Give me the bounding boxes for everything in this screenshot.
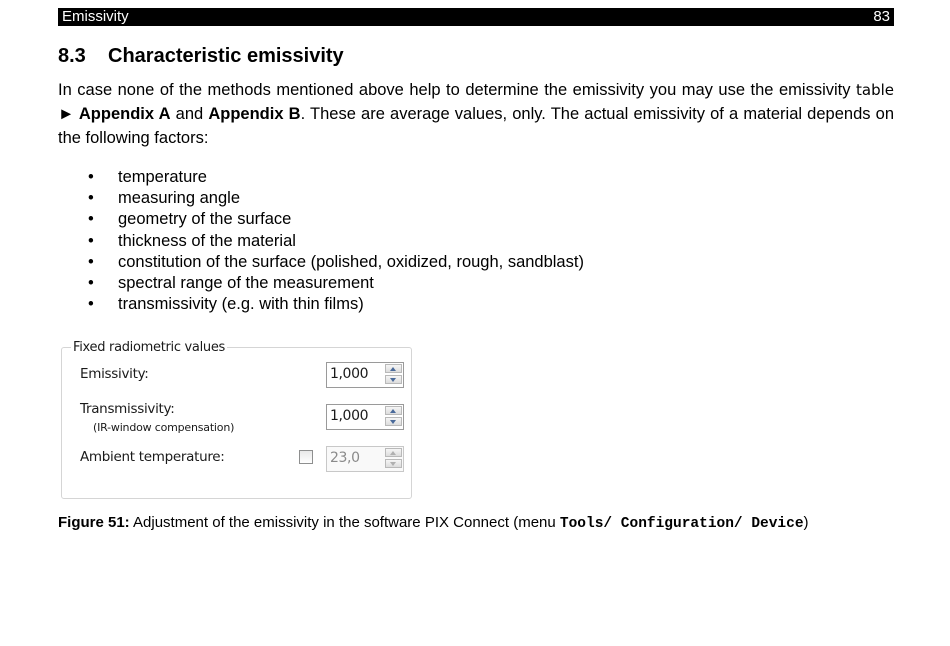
list-item-text: constitution of the surface (polished, oxidized, rough, sandblast) xyxy=(118,252,584,271)
transmissivity-label: Transmissivity: xyxy=(80,401,175,417)
emissivity-spinbox[interactable] xyxy=(326,362,404,388)
ambient-temperature-value: 23,0 xyxy=(330,450,360,466)
section-title: Characteristic emissivity xyxy=(108,45,344,67)
group-title: Fixed radiometric values xyxy=(73,340,226,355)
intro-text-1: In case none of the methods mentioned above help to determine the emissivity you may use the emissivity xyxy=(58,81,856,99)
page-header xyxy=(58,8,894,26)
list-item xyxy=(88,231,584,252)
bullet-icon: • xyxy=(88,231,94,250)
list-item-text: thickness of the material xyxy=(118,231,296,250)
transmissivity-down-arrow-icon[interactable] xyxy=(385,417,402,426)
bullet-icon: • xyxy=(88,189,94,208)
intro-paragraph xyxy=(58,78,894,150)
emissivity-down-arrow-icon[interactable] xyxy=(385,375,402,384)
bullet-icon: • xyxy=(88,295,94,314)
appendix-a-ref: Appendix A xyxy=(78,105,171,123)
caption-text: Adjustment of the emissivity in the software PIX Connect (menu xyxy=(129,514,560,531)
list-item xyxy=(88,294,584,315)
bullet-icon: • xyxy=(88,274,94,293)
transmissivity-spinbox[interactable] xyxy=(326,404,404,430)
bullet-icon: • xyxy=(88,252,94,271)
caption-close: ) xyxy=(803,514,809,531)
ambient-down-arrow-icon[interactable] xyxy=(385,459,402,468)
emissivity-label: Emissivity: xyxy=(80,366,149,382)
intro-and: and xyxy=(170,105,209,123)
list-item xyxy=(88,273,584,294)
list-item xyxy=(88,252,584,273)
fixed-radiometric-values-group xyxy=(61,340,412,499)
intro-text-2: . These are average values, only. The actual emissivity of a material depends on the following factors: xyxy=(58,105,894,147)
intro-table-word: table xyxy=(856,81,894,99)
list-item xyxy=(88,167,584,188)
list-item-text: transmissivity (e.g. with thin films) xyxy=(118,295,364,314)
ambient-temperature-checkbox[interactable] xyxy=(299,450,313,464)
page-number: 83 xyxy=(873,8,890,25)
figure-label: Figure 51: xyxy=(58,514,130,531)
ambient-temperature-label: Ambient temperature: xyxy=(80,449,225,465)
section-heading xyxy=(58,45,344,68)
bullet-icon: • xyxy=(88,210,94,229)
list-item-text: spectral range of the measurement xyxy=(118,274,374,293)
list-item-text: measuring angle xyxy=(118,189,240,208)
header-section-title: Emissivity xyxy=(62,8,129,25)
factor-list xyxy=(88,167,584,315)
arrow-icon: ► xyxy=(58,105,79,123)
transmissivity-sublabel: (IR-window compensation) xyxy=(93,421,235,434)
bullet-icon: • xyxy=(88,168,94,186)
transmissivity-value: 1,000 xyxy=(330,408,369,424)
list-item xyxy=(88,209,584,230)
ambient-temperature-spinbox[interactable] xyxy=(326,446,404,472)
appendix-b-ref: Appendix B xyxy=(208,105,301,123)
emissivity-up-arrow-icon[interactable] xyxy=(385,364,402,373)
figure-caption xyxy=(58,514,809,532)
list-item xyxy=(88,188,584,209)
ambient-up-arrow-icon[interactable] xyxy=(385,448,402,457)
transmissivity-up-arrow-icon[interactable] xyxy=(385,406,402,415)
list-item-text: geometry of the surface xyxy=(118,210,292,229)
section-number: 8.3 xyxy=(58,45,86,67)
menu-path: Tools/ Configuration/ Device xyxy=(559,516,804,532)
emissivity-value: 1,000 xyxy=(330,366,369,382)
list-item-text: temperature xyxy=(118,168,207,186)
